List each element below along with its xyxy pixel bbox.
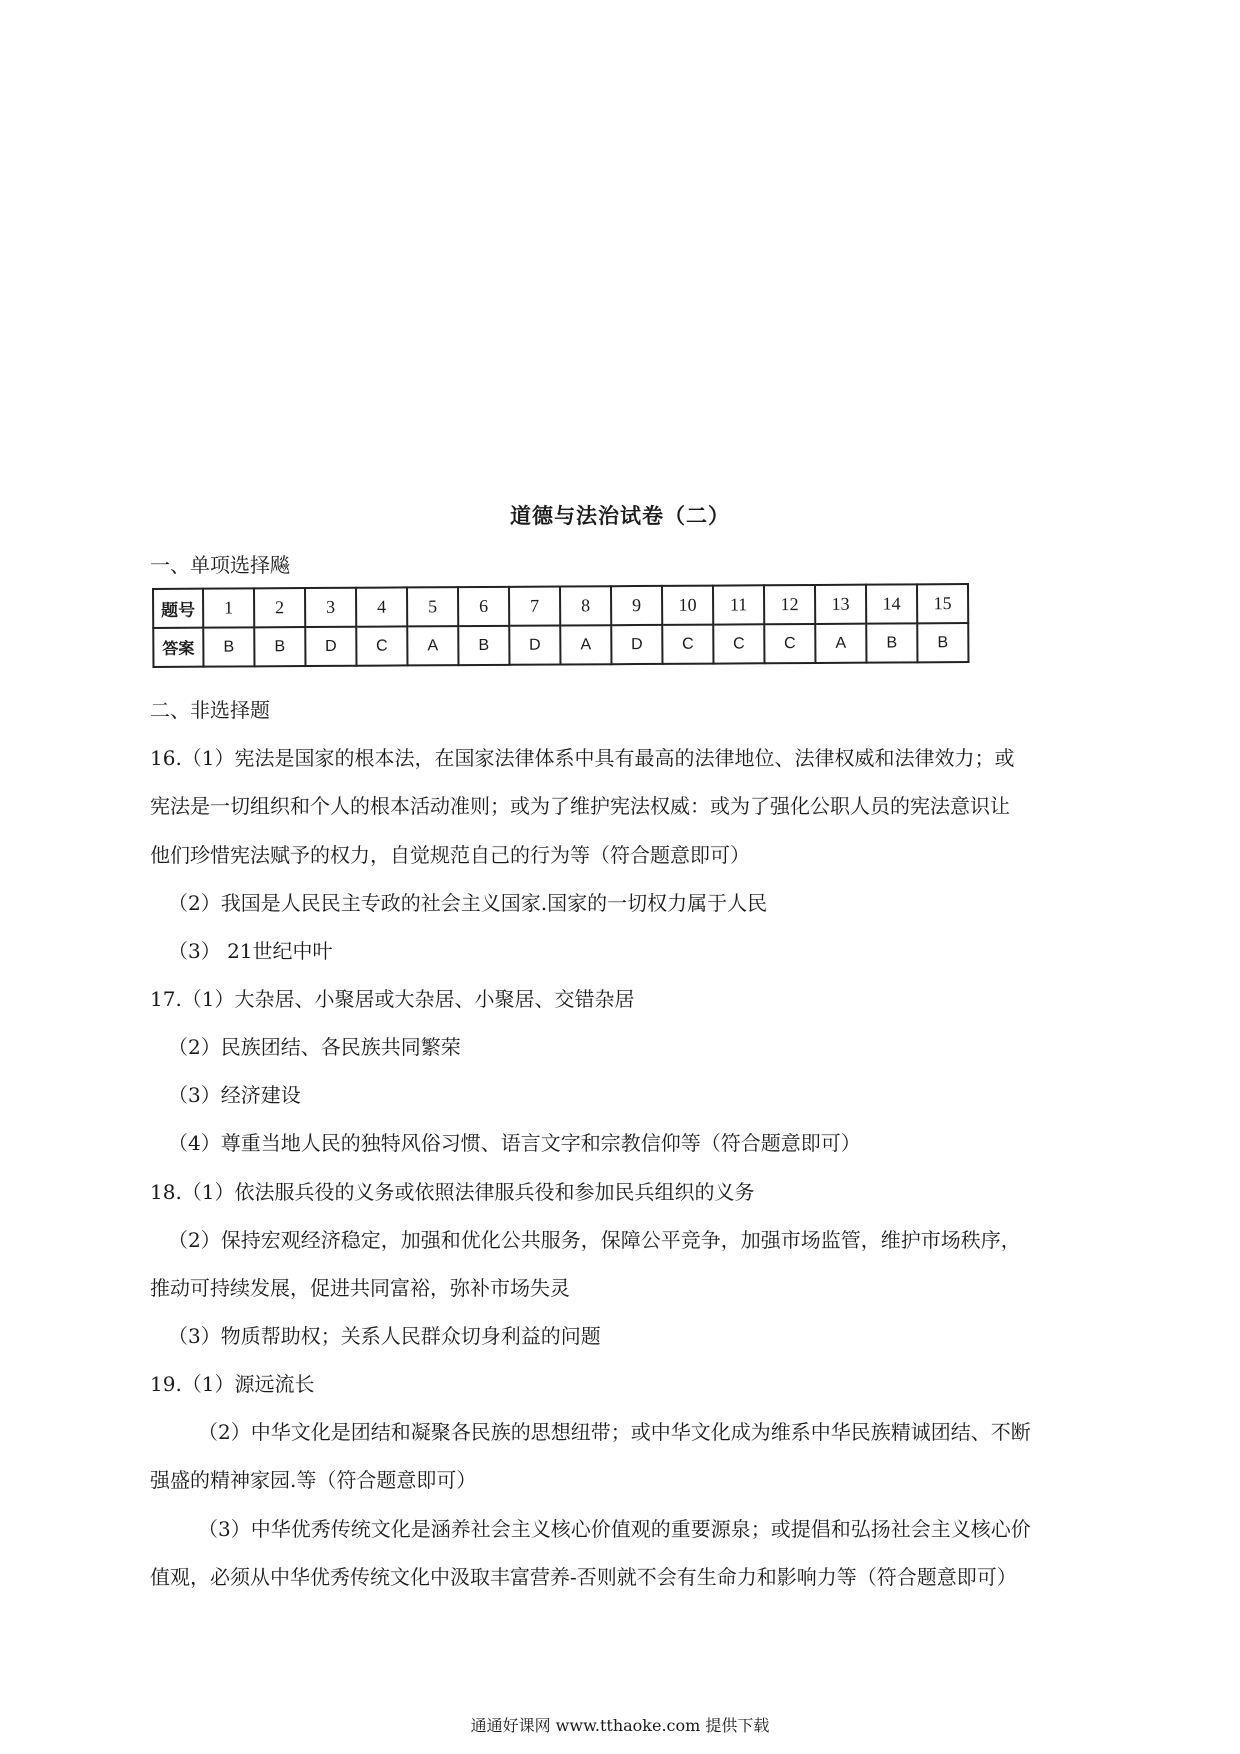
table-cell-number: 10 — [662, 586, 713, 625]
answer-line: （2）保持宏观经济稳定，加强和优化公共服务，保障公平竞争，加强市场监管，维护市场秩序， — [168, 1228, 1021, 1252]
answer-line: 他们珍惜宪法赋予的权力，自觉规范自己的行为等（符合题意即可） — [150, 843, 750, 867]
table-cell-answer: B — [866, 623, 917, 662]
answer-line: 18.（1）依法服兵役的义务或依照法律服兵役和参加民兵组织的义务 — [150, 1180, 755, 1204]
table-cell-number: 4 — [356, 587, 407, 626]
table-cell-answer: A — [815, 624, 866, 663]
table-cell-answer: D — [509, 626, 560, 665]
table-cell-number: 2 — [254, 588, 305, 627]
table-cell-answer: D — [611, 625, 662, 664]
answer-line: （3） 21世纪中叶 — [168, 939, 333, 963]
table-row-label: 题号 — [153, 589, 203, 628]
answer-line: 16.（1）宪法是国家的根本法，在国家法律体系中具有最高的法律地位、法律权威和法律效力；或 — [150, 746, 1015, 770]
table-cell-number: 14 — [866, 584, 917, 623]
table-cell-answer: C — [662, 625, 713, 664]
answer-line: （2）中华文化是团结和凝聚各民族的思想纽带；或中华文化成为维系中华民族精诚团结、不断 — [198, 1420, 1031, 1444]
answer-line: 宪法是一切组织和个人的根本活动准则；或为了维护宪法权威：或为了强化公职人员的宪法意识让 — [150, 794, 1010, 818]
table-cell-answer: B — [458, 626, 509, 665]
table-cell-number: 11 — [713, 585, 764, 624]
footer-source: 通通好课网 www.tthaoke.com 提供下载 — [470, 1716, 770, 1735]
table-row-answers — [153, 623, 968, 667]
table-cell-number: 15 — [917, 584, 968, 623]
answer-line: 值观，必须从中华优秀传统文化中汲取丰富营养-否则就不会有生命力和影响力等（符合题意即可） — [150, 1565, 1017, 1589]
table-cell-number: 3 — [305, 588, 356, 627]
table-cell-number: 5 — [407, 587, 458, 626]
answer-line: （3）中华优秀传统文化是涵养社会主义核心价值观的重要源泉；或提倡和弘扬社会主义核心价 — [198, 1517, 1031, 1541]
table-cell-answer: B — [203, 627, 254, 666]
table-cell-number: 12 — [764, 585, 815, 624]
answer-line: 19.（1）源远流长 — [150, 1372, 315, 1396]
answer-line: （2）我国是人民民主专政的社会主义国家.国家的一切权力属于人民 — [168, 891, 768, 915]
table-cell-number: 6 — [458, 587, 509, 626]
table-cell-number: 13 — [815, 585, 866, 624]
table-cell-answer: C — [764, 624, 815, 663]
table-row-label: 答案 — [153, 628, 203, 667]
answer-line: （2）民族团结、各民族共同繁荣 — [168, 1035, 461, 1059]
table-cell-number: 9 — [611, 586, 662, 625]
answer-line: 17.（1）大杂居、小聚居或大杂居、小聚居、交错杂居 — [150, 987, 635, 1011]
table-cell-answer: C — [713, 624, 764, 663]
section-heading-non-choice: 二、非选择题 — [150, 698, 270, 722]
table-cell-number: 8 — [560, 586, 611, 625]
table-row-question-numbers — [153, 584, 968, 628]
table-cell-answer: C — [356, 626, 407, 665]
table-cell-number: 1 — [203, 588, 254, 627]
table-cell-number: 7 — [509, 587, 560, 626]
page-title: 道德与法治试卷（二） — [510, 504, 730, 528]
table-cell-answer: B — [917, 623, 968, 662]
table-cell-answer: B — [254, 627, 305, 666]
table-cell-answer: A — [560, 625, 611, 664]
answer-line: （3）经济建设 — [168, 1083, 301, 1107]
table-cell-answer: D — [305, 627, 356, 666]
table-cell-answer: A — [407, 626, 458, 665]
answer-table — [152, 583, 969, 668]
answer-line: 强盛的精神家园.等（符合题意即可） — [150, 1468, 477, 1492]
answer-line: （3）物质帮助权；关系人民群众切身利益的问题 — [168, 1324, 601, 1348]
section-heading-multiple-choice: 一、单项选择飚 — [150, 553, 290, 577]
answer-line: 推动可持续发展，促进共同富裕，弥补市场失灵 — [150, 1276, 570, 1300]
answer-line: （4）尊重当地人民的独特风俗习惯、语言文字和宗教信仰等（符合题意即可） — [168, 1131, 861, 1155]
